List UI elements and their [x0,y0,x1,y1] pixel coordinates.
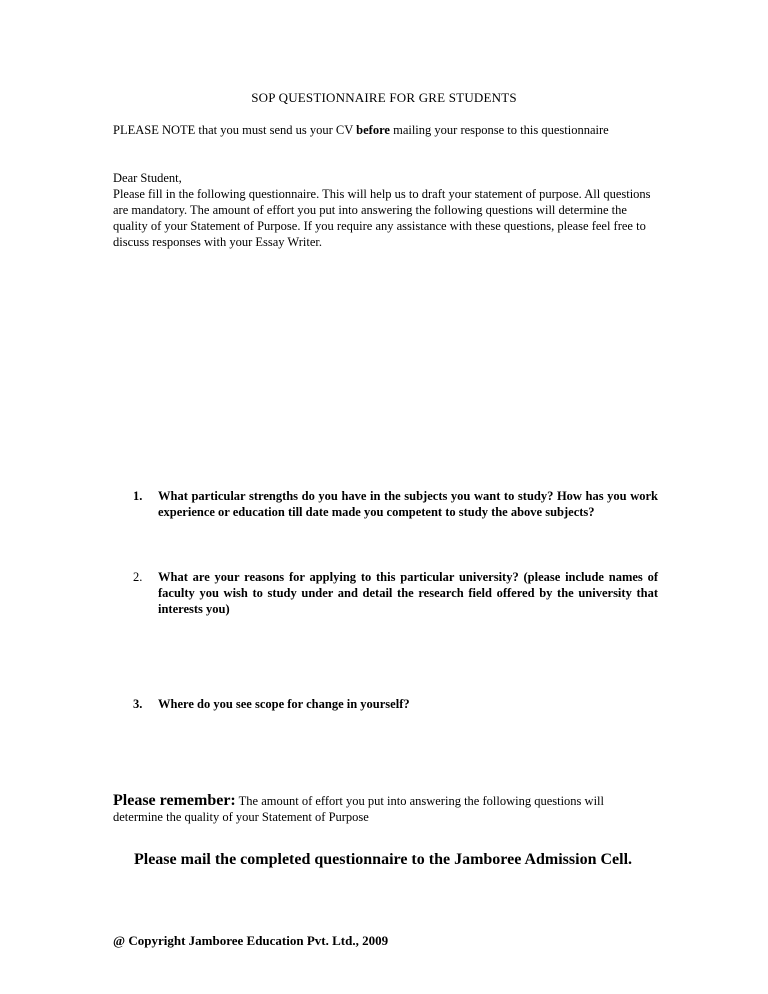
reminder-label: Please remember: [113,792,236,809]
reminder [113,793,653,825]
document-title: SOP QUESTIONNAIRE FOR GRE STUDENTS [251,90,517,105]
copyright-notice: @ Copyright Jamboree Education Pvt. Ltd., 2009 [113,933,389,948]
question-text: What particular strengths do you have in the subjects you want to study? How has you work experience or education till date made you competent to study the above subjects? [158,489,658,519]
intro-paragraph: Please fill in the following questionnaire. This will help us to draft your statement of purpose. All questions are mandatory. The amount of effort you put into answering the following questions will determine the quality of your Statement of Purpose. If you require any assistance with these questions, please feel free to discuss responses with your Essay Writer. [113,187,651,249]
cv-note-bold-word: before [356,123,390,137]
question-text: What are your reasons for applying to this particular university? (please include names of faculty you wish to study under and detail the research field offered by the university that interests you) [158,570,658,616]
mail-instruction: Please mail the completed questionnaire to the Jamboree Admission Cell. [133,851,633,868]
salutation: Dear Student, [113,171,182,185]
reminder-text: The amount of effort you put into answering the following questions will determine the quality of your Statement of Purpose [113,794,604,824]
question-number: 2. [133,570,143,584]
cv-note [113,122,653,138]
intro-letter [113,170,653,250]
cv-note-text-end: mailing your response to this questionnaire [389,123,609,137]
cv-note-text-start: PLEASE NOTE that you must send us your CV [113,123,357,137]
question-text: Where do you see scope for change in yourself? [158,697,410,711]
question-number: 1. [133,489,143,503]
question-number: 3. [133,697,143,711]
